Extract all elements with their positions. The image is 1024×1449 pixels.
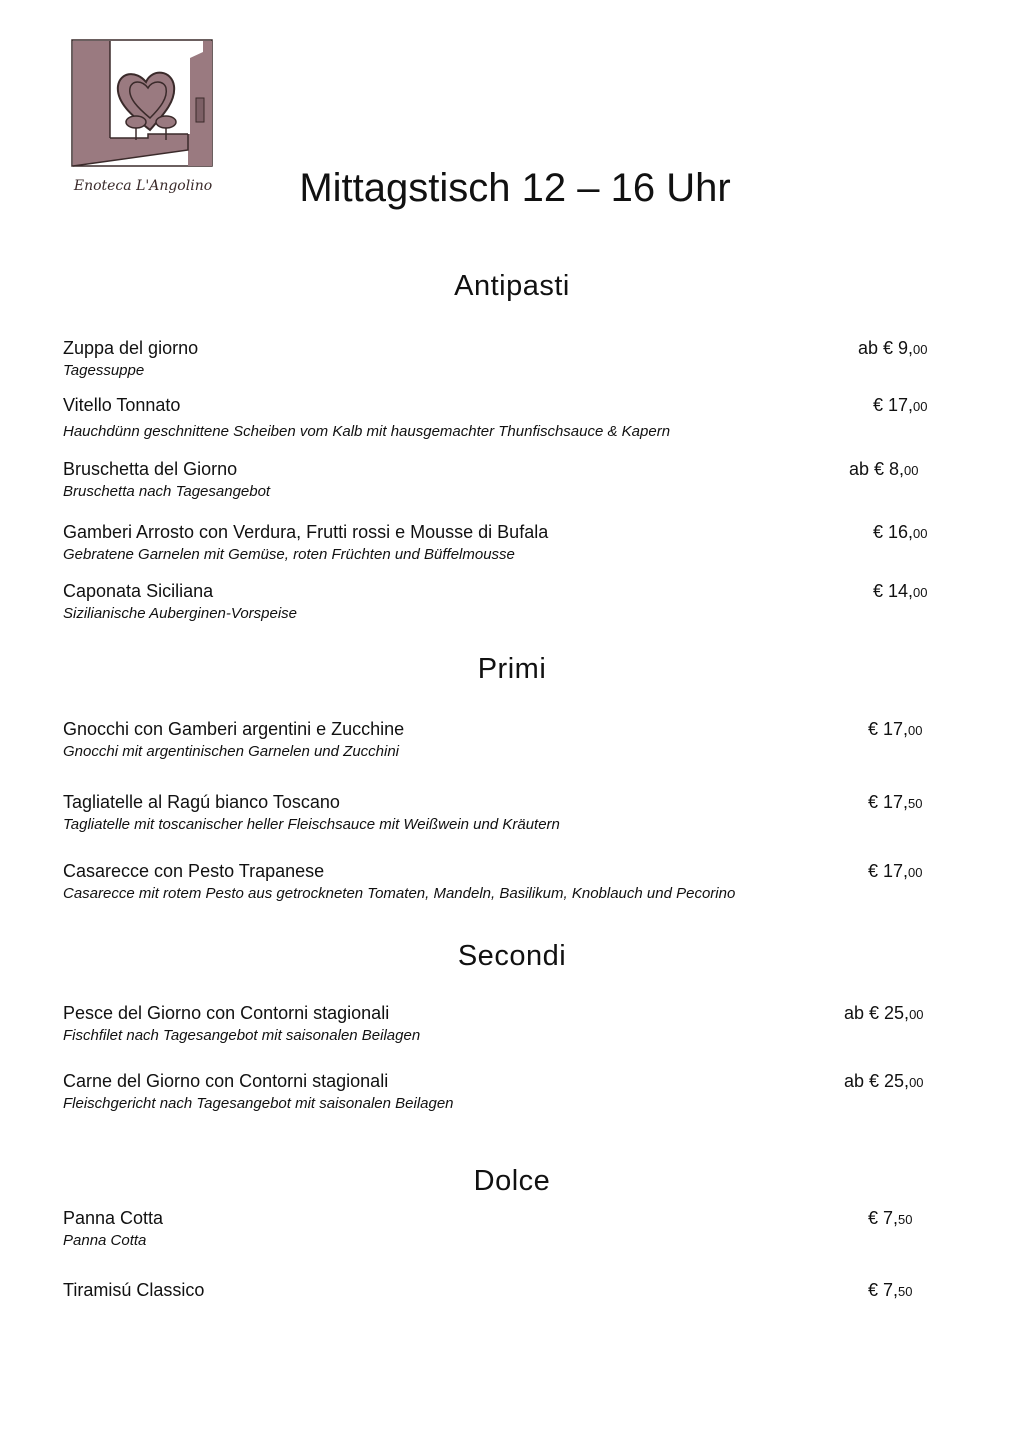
menu-item: [63, 394, 933, 440]
item-name: Tagliatelle al Ragú bianco Toscano: [63, 792, 340, 812]
item-description: Tagessuppe: [63, 362, 145, 379]
item-description: Gebratene Garnelen mit Gemüse, roten Früchten und Büffelmousse: [63, 546, 515, 563]
item-price: ab € 25,00: [844, 1003, 924, 1023]
menu-item: [63, 521, 933, 567]
item-description: Bruschetta nach Tagesangebot: [63, 483, 271, 500]
item-price: € 16,00: [873, 522, 928, 542]
item-price: € 17,00: [868, 719, 923, 739]
menu-item: [63, 860, 933, 906]
item-description: Panna Cotta: [63, 1232, 147, 1249]
item-description: Tagliatelle mit toscanischer heller Fleischsauce mit Weißwein und Kräutern: [63, 816, 560, 833]
section-title-dolce: Dolce: [473, 1165, 551, 1197]
item-name: Carne del Giorno con Contorni stagionali: [63, 1071, 389, 1091]
item-description: Fischfilet nach Tagesangebot mit saisonalen Beilagen: [63, 1027, 421, 1044]
item-name: Vitello Tonnato: [63, 395, 181, 415]
item-description: Hauchdünn geschnittene Scheiben vom Kalb mit hausgemachter Thunfischsauce & Kapern: [63, 423, 671, 440]
item-description: Casarecce mit rotem Pesto aus getrockneten Tomaten, Mandeln, Basilikum, Knoblauch und Pecorino: [63, 885, 736, 902]
menu-item: [63, 1070, 933, 1116]
item-price: ab € 25,00: [844, 1071, 924, 1091]
item-name: Bruschetta del Giorno: [63, 459, 238, 479]
item-name: Gamberi Arrosto con Verdura, Frutti rossi e Mousse di Bufala: [63, 522, 549, 542]
logo-graphic: [70, 38, 216, 170]
item-description: Gnocchi mit argentinischen Garnelen und Zucchini: [63, 743, 400, 760]
menu-item: [63, 337, 933, 383]
item-name: Panna Cotta: [63, 1208, 164, 1228]
page-title: Mittagstisch 12 – 16 Uhr: [299, 166, 731, 210]
section-title-secondi: Secondi: [457, 940, 567, 972]
menu-item: [63, 1002, 933, 1048]
logo-text: Enoteca L'Angolino: [73, 178, 213, 194]
menu-item: [63, 458, 933, 504]
menu-item: [63, 791, 933, 837]
item-price: ab € 8,00: [849, 459, 919, 479]
item-price: € 7,50: [868, 1280, 913, 1300]
section-title-antipasti: Antipasti: [454, 270, 570, 302]
item-price: € 14,00: [873, 581, 928, 601]
item-name: Casarecce con Pesto Trapanese: [63, 861, 325, 881]
menu-item: [63, 580, 933, 626]
item-price: ab € 9,00: [858, 338, 928, 358]
item-description: Fleischgericht nach Tagesangebot mit saisonalen Beilagen: [63, 1095, 454, 1112]
item-price: € 17,00: [868, 861, 923, 881]
item-name: Pesce del Giorno con Contorni stagionali: [63, 1003, 390, 1023]
item-name: Zuppa del giorno: [63, 338, 199, 358]
item-name: Tiramisú Classico: [63, 1280, 205, 1300]
menu-item: [63, 1207, 933, 1253]
item-price: € 17,50: [868, 792, 923, 812]
item-name: Caponata Siciliana: [63, 581, 214, 601]
item-price: € 7,50: [868, 1208, 913, 1228]
menu-item: [63, 1279, 933, 1325]
section-title-primi: Primi: [477, 653, 547, 685]
menu-item: [63, 718, 933, 764]
restaurant-logo: [70, 38, 216, 202]
item-name: Gnocchi con Gamberi argentini e Zucchine: [63, 719, 405, 739]
item-price: € 17,00: [873, 395, 928, 415]
item-description: Sizilianische Auberginen-Vorspeise: [63, 605, 298, 622]
